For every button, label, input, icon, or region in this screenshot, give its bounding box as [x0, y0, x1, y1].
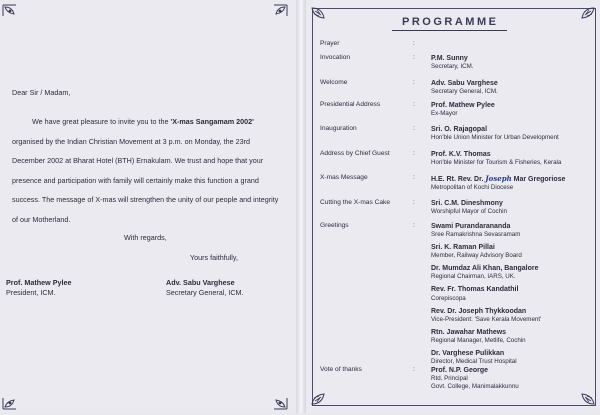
title-underline — [392, 30, 507, 31]
greeting-entry: Dr. Mumdaz Ali Khan, Bangalore Regional Chairman, IARS, UK. — [431, 265, 539, 281]
programme-title: PROGRAMME — [402, 16, 499, 28]
letter-body: We have great pleasure to invite you to the 'X-mas Sangamam 2002' organised by the Indian Christian Movement at 3 p.m. on Monday, the 23rd December 2002 at Bharat Hotel (BTH) Ernakulam. We trust and hope that your presence and participation with family will certainly make this function a grand success. The message of X-mas will strengthen the unity of our people and integrity of our Motherland. — [12, 117, 279, 224]
event-name: 'X-mas Sangamam 2002' — [170, 117, 254, 127]
greeting-entry: Rev. Dr. Joseph Thykkoodan Vice-President: 'Save Kerala Movement' — [431, 307, 542, 323]
corner-ornament-icon — [258, 4, 288, 26]
corner-ornament-icon — [2, 4, 32, 26]
corner-ornament-icon — [566, 6, 596, 28]
center-fold — [296, 0, 306, 413]
corner-ornament-icon — [258, 388, 288, 410]
corner-ornament-icon — [310, 384, 340, 406]
yours-faithfully: Yours faithfully, — [190, 253, 238, 262]
corner-ornament-icon — [310, 6, 340, 28]
greeting-entry: Swami Purandarananda Sree Ramakrishna Sevasramam — [431, 223, 521, 239]
invitation-letter — [12, 87, 284, 229]
corner-ornament-icon — [2, 388, 32, 410]
greeting-entry: Rtn. Jawahar Mathews Regional Manager, Metlife, Cochin — [431, 328, 526, 344]
salutation: Dear Sir / Madam, — [12, 88, 71, 97]
signatory-president: Prof. Mathew Pylee President, ICM. — [6, 278, 72, 298]
greeting-entry: Rev. Fr. Thomas Kandathil Corepiscopa — [431, 286, 519, 302]
regards: With regards, — [124, 233, 167, 242]
handwritten-name: Joseph — [485, 174, 512, 183]
signatory-secretary: Adv. Sabu Varghese Secretary General, ICM. — [166, 278, 244, 298]
invitation-card: Dear Sir / Madam, We have great pleasure to invite you to the 'X-mas Sangamam 2002' organised by the Indian Christian Movement at 3 p.m. on Monday, the 23rd December 2002 at Bharat Hotel (BTH) Ernakulam. We trust and hope that your presence and participation with family will certainly make this function a grand success. The message of X-mas will strengthen the unity of our people and integrity of our Motherland. With regards, Yours faithfully, Prof. Mathew Pylee President, ICM. Adv. Sabu Varghese Secretary General, ICM. PROGRAMME Prayer : Invocation : P.M. Sunny Secretary, ICM. Welcome : Adv. Sabu Varghese Secretary General, ICM. Presidential Address : Prof. Mathew Pylee Ex-Mayor Inauguration : Sri. O. Rajagopal Hon'ble Union Minister for Urban Development Address by Chief Guest : Prof. K.V. Thomas Hon'ble Minister for Tourism & Fisheries, Kerala X-mas Message : H.E. Rt. Rev. Dr. Joseph Mar Gregoriose Metropolitan of Kochi Diocese Cutting the X-mas Cake : Sri. C.M. Dineshmony Worshipful Mayor of Cochin Greetings : Swami Purandarananda Sree Ramakrishna Sevasramam Sri. K. Raman Pillai Member, Railway Advisory Board Dr. Mumdaz Ali Khan, Bangalore Regional Chairman, IARS, UK. Rev. Fr. Thomas Kandathil Corepiscopa Rev. Dr. Joseph Thykkoodan Vice-President: 'Save Kerala Movement' Rtn. Jawahar Mathews Regional Manager, Metlife, Cochin Dr. Varghese Pulikkan Director, Medical Trust Hospital Vote of thanks : Prof. N.P. George Rtd. Principal Govt. College, Manimalakkunnu — [0, 0, 600, 413]
greeting-entry: Sri. K. Raman Pillai Member, Railway Advisory Board — [431, 244, 522, 260]
greeting-entry: Dr. Varghese Pulikkan Director, Medical Trust Hospital — [431, 349, 517, 366]
